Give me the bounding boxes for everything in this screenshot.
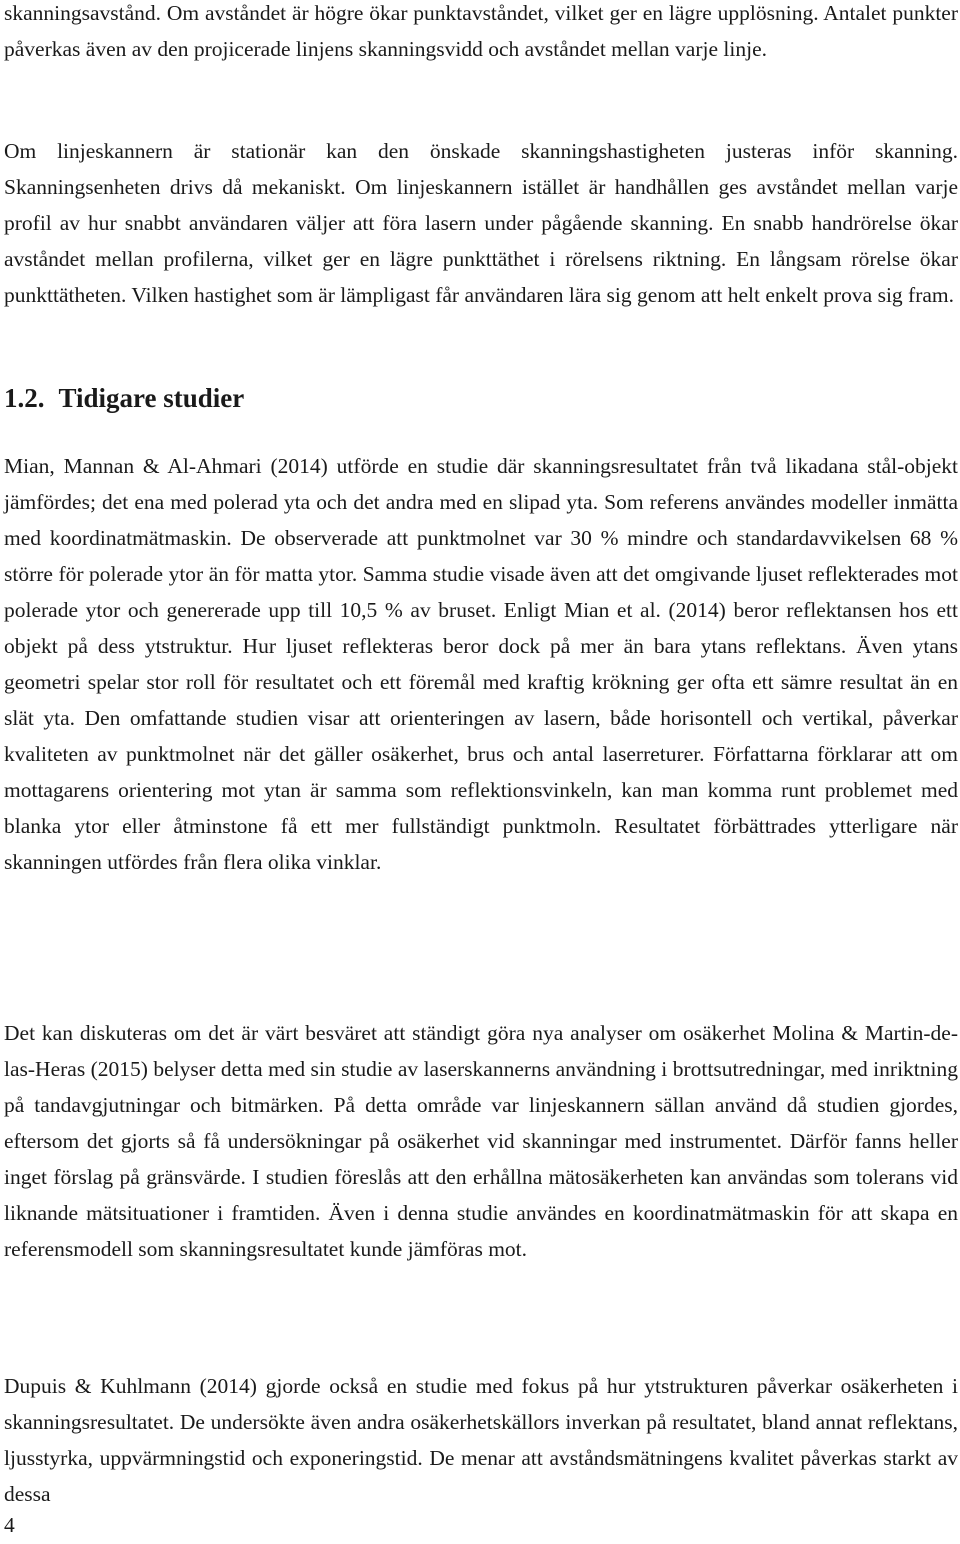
section-heading xyxy=(4,378,244,418)
paragraph-dupuis-study: Dupuis & Kuhlmann (2014) gjorde också en studie med fokus på hur ytstrukturen påverkar osäkerheten i skanningsresultatet. De undersökte även andra osäkerhetskällors inverkan på resultatet, bland annat reflektans, ljusstyrka, uppvärmningstid och exponeringstid. De menar att avståndsmätningens kvalitet påverkas starkt av dessa xyxy=(4,1374,958,1506)
paragraph-scan-distance: skanningsavstånd. Om avståndet är högre ökar punktavståndet, vilket ger en lägre upplösning. Antalet punkter påverkas även av den projicerade linjens skanningsvidd och avståndet mellan varje linje. xyxy=(4,1,958,61)
paragraph-line-scanner-speed: Om linjeskannern är stationär kan den önskade skanningshastigheten justeras inför skanning. Skanningsenheten drivs då mekaniskt. Om linjeskannern istället är handhållen ges avståndet mellan varje profil av hur snabbt användaren väljer att föra lasern under pågående skanning. En snabb handrörelse ökar avståndet mellan profilerna, vilket ger en lägre punkttäthet i rörelsens riktning. En långsam rörelse ökar punkttätheten. Vilken hastighet som är lämpligast får användaren lära sig genom att helt enkelt prova sig fram. xyxy=(4,139,958,307)
paragraph-molina-study: Det kan diskuteras om det är värt besväret att ständigt göra nya analyser om osäkerhet Molina & Martin-de-las-Heras (2015) belyser detta med sin studie av laserskannerns användning i brottsutredningar, med inriktning på tandavgjutningar och bitmärken. På detta område var linjeskannern sällan använd då studien gjordes, eftersom det gjorts så få undersökningar på osäkerhet vid skanningar med instrumentet. Därför fanns heller inget förslag på gränsvärde. I studien föreslås att den erhållna mätosäkerheten kan användas som tolerans vid liknande mätsituationer i framtiden. Även i denna studie användes en koordinatmätmaskin för att skapa en referensmodell som skanningsresultatet kunde jämföras mot. xyxy=(4,1021,958,1261)
paragraph-mian-study: Mian, Mannan & Al-Ahmari (2014) utförde en studie där skanningsresultatet från två likadana stål-objekt jämfördes; det ena med polerad yta och det andra med en slipad yta. Som referens användes modeller inmätta med koordinatmätmaskin. De observerade att punktmolnet var 30 % mindre och standardavvikelsen 68 % större för polerade ytor än för matta ytor. Samma studie visade även att det omgivande ljuset reflekterades mot polerade ytor och genererade upp till 10,5 % av bruset. Enligt Mian et al. (2014) beror reflektansen hos ett objekt på dess ytstruktur. Hur ljuset reflekteras beror dock på mer än bara ytans reflektans. Även ytans geometri spelar stor roll för resultatet och ett föremål med kraftig krökning ger ofta ett sämre resultat än en slät yta. Den omfattande studien visar att orienteringen av lasern, både horisontell och vertikal, påverkar kvaliteten av punktmolnet när det gäller osäkerhet, brus och antal laserreturer. Författarna förklarar att om mottagarens orientering mot ytan är samma som reflektionsvinkeln, kan man komma runt problemet med blanka ytor eller åtminstone få ett mer fullständigt punktmoln. Resultatet förbättrades ytterligare när skanningen utfördes från flera olika vinklar. xyxy=(4,454,958,874)
section-number: 1.2. xyxy=(4,383,45,413)
section-title: Tidigare studier xyxy=(58,383,245,413)
page-number: 4 xyxy=(4,1513,15,1537)
